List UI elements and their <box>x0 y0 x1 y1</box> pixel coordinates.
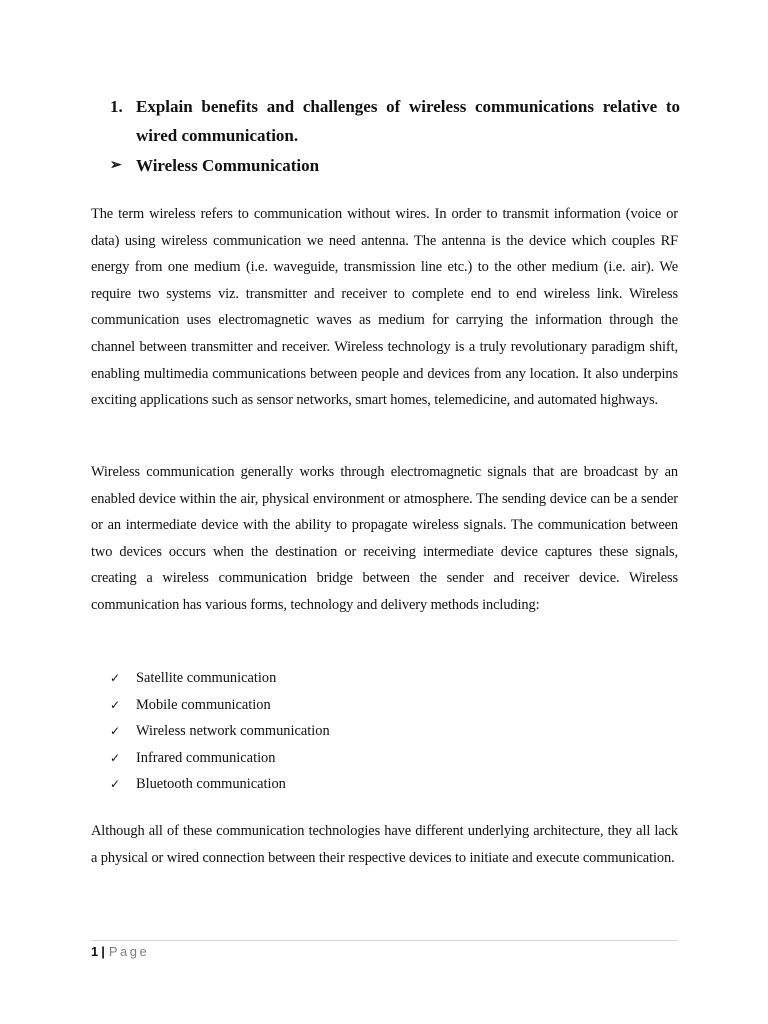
question-heading <box>110 92 680 150</box>
paragraph-conclusion: Although all of these communication technologies have different underlying architecture, they all lack a physical or wired connection between their respective devices to initiate and execute communication. <box>91 823 678 866</box>
question-number: 1. <box>110 97 123 116</box>
checkmark-icon: ✓ <box>110 697 121 712</box>
list-item-label: Infrared communication <box>136 749 276 766</box>
page-number: 1 <box>91 944 99 959</box>
footer-separator: | <box>101 944 105 959</box>
list-item <box>110 745 330 772</box>
list-item <box>110 692 330 719</box>
page-label: Page <box>108 944 150 959</box>
checkmark-icon: ✓ <box>110 724 121 739</box>
list-item-label: Satellite communication <box>136 670 277 686</box>
checkmark-icon: ✓ <box>110 777 121 792</box>
list-item-label: Bluetooth communication <box>136 776 286 793</box>
arrowhead-bullet-icon: ➢ <box>110 158 122 173</box>
list-item-label: Mobile communication <box>136 696 271 713</box>
list-item <box>110 718 330 745</box>
paragraph-intro: The term wireless refers to communication without wires. In order to transmit information (voice or data) using wireless communication we need antenna. The antenna is the device which couples RF energy from one medium (i.e. waveguide, transmission line etc.) to the other medium (i.e. air). We require two systems viz. transmitter and receiver to complete end to end wireless link. Wireless communication uses electromagnetic waves as medium for carrying the information through the channel between transmitter and receiver. Wireless technology is a truly revolutionary paradigm shift, enabling multimedia communications between people and devices from any location. It also underpins exciting applications such as sensor networks, smart homes, telemedicine, and automated highways. <box>91 206 678 409</box>
list-item-label: Wireless network communication <box>136 723 330 740</box>
section-heading <box>110 154 319 178</box>
checkmark-icon: ✓ <box>110 671 121 685</box>
list-item <box>110 665 330 692</box>
forms-checklist <box>110 665 330 798</box>
footer-divider <box>91 940 678 941</box>
section-heading-text: Wireless Communication <box>136 156 320 175</box>
question-text: Explain benefits and challenges of wireless communications relative to wired communication. <box>136 97 680 145</box>
list-item <box>110 771 330 798</box>
checkmark-icon: ✓ <box>110 750 121 765</box>
paragraph-how-it-works: Wireless communication generally works through electromagnetic signals that are broadcast by an enabled device within the air, physical environment or atmosphere. The sending device can be a sender or an intermediate device with the ability to propagate wireless signals. The communication between two devices occurs when the destination or receiving intermediate device captures these signals, creating a wireless communication bridge between the sender and receiver device. Wireless communication has various forms, technology and delivery methods including: <box>91 464 678 613</box>
page-footer <box>91 943 149 961</box>
